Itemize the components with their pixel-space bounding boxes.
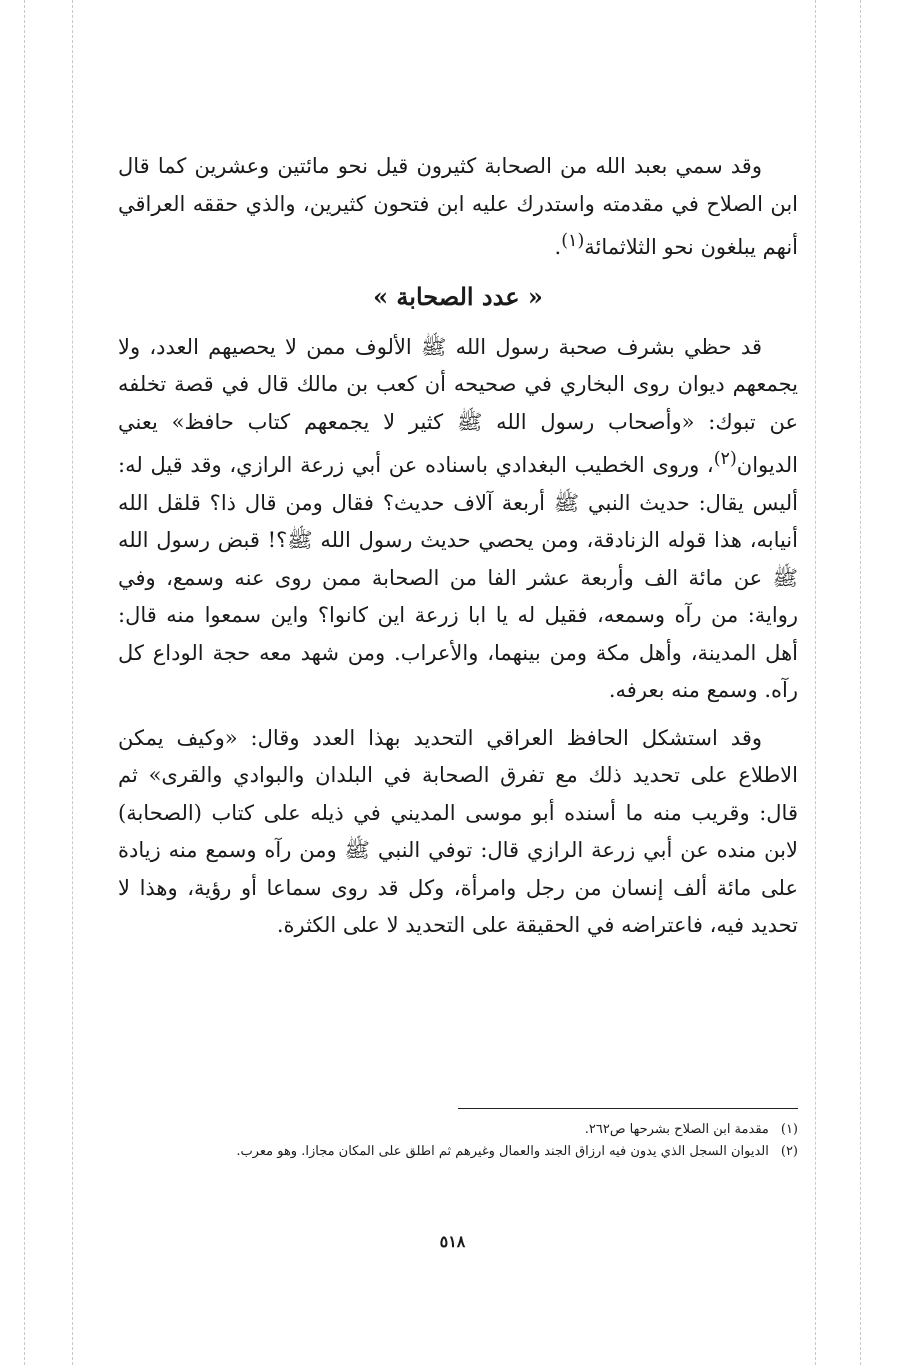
margin-guide-inner-right (860, 0, 861, 1365)
paragraph-companions-count (118, 329, 798, 710)
footnote-1 (118, 1119, 798, 1141)
footnote-ref-1: (١) (561, 231, 585, 251)
section-heading: « عدد الصحابة » (373, 281, 543, 311)
page-number: ٥١٨ (439, 1232, 466, 1251)
footnote-ref-2: (٢) (713, 449, 737, 469)
footnotes (118, 1108, 798, 1163)
margin-guide-inner-left (72, 0, 73, 1365)
footnote-number: (١) (780, 1122, 798, 1137)
margin-guide-right (815, 0, 816, 1365)
margin-guide-left (24, 0, 25, 1365)
paragraph-2-text: وقد استشكل الحافظ العراقي التحديد بهذا العدد وقال: «وكيف يمكن الاطلاع على تحديد ذلك مع تفرق الصحابة في البلدان والبوادي والقرى» ثم قال: وقريب منه ما أسنده أبو موسى المديني في ذيله على كتاب (الصحابة) لابن منده عن أبي زرعة الرازي قال: توفي النبي ﷺ ومن رآه وسمع منه زيادة على مائة ألف إنسان من رجل وامرأة، وكل قد روى سماعا أو رؤية، وهذا لا تحديد فيه، فاعتراضه في الحقيقة على التحديد لا على الكثرة. (118, 725, 798, 937)
paragraph-1-part-1: قد حظي بشرف صحبة رسول الله ﷺ الألوف ممن لا يحصيهم العدد، ولا يجمعهم ديوان روى البخاري في صحيحه أن كعب بن مالك قال في قصة تخلفه عن تبوك: «وأصحاب رسول الله ﷺ كثير لا يجمعهم كتاب حافظ» يعني الديوان (118, 334, 798, 477)
page-body (118, 148, 798, 955)
footnote-text: مقدمة ابن الصلاح بشرحها ص٢٦٢. (584, 1122, 769, 1137)
paragraph-iraqi-objection (118, 720, 798, 945)
paragraph-1-part-2: ، وروى الخطيب البغدادي باسناده عن أبي زرعة الرازي، وقد قيل له: أليس يقال: حديث النبي ﷺ أربعة آلاف حديث؟ فقال ومن قال ذا؟ قلقل الله أنيابه، هذا قوله الزنادقة، ومن يحصي حديث رسول الله ﷺ؟! قبض رسول الله ﷺ عن مائة الف وأربعة عشر الفا من الصحابة ممن روى عنه وسمع، وفي رواية: من رآه وسمعه، فقيل له يا ابا زرعة اين كانوا؟ واين سمعوا منه قال: أهل المدينة، وأهل مكة ومن بينهما، والأعراب. ومن شهد معه حجة الوداع كل رآه. وسمع منه بعرفه. (118, 453, 799, 702)
footnote-divider (458, 1108, 798, 1109)
footnote-number: (٢) (780, 1144, 798, 1159)
footnote-2 (118, 1141, 798, 1163)
footnote-text: الديوان السجل الذي يدون فيه ارزاق الجند والعمال وغيرهم ثم اطلق على المكان مجازا. وهو معرب. (236, 1144, 769, 1159)
intro-paragraph (118, 148, 798, 267)
intro-end: . (554, 235, 562, 259)
intro-text: وقد سمي بعبد الله من الصحابة كثيرون قيل نحو مائتين وعشرين كما قال ابن الصلاح في مقدمته واستدرك عليه ابن فتحون كثيرين، والذي حققه العراقي أنهم يبلغون نحو الثلاثمائة (118, 154, 798, 259)
